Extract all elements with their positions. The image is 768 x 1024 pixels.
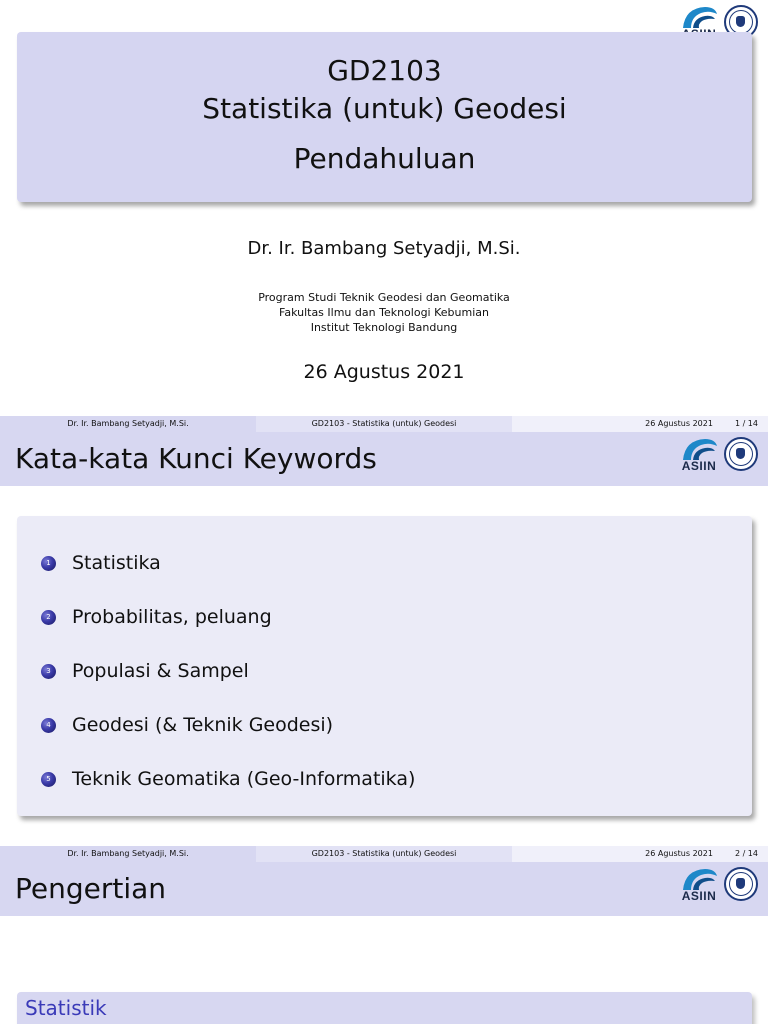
list-item [41,536,752,590]
enum-bullet-icon: 4 [41,718,56,733]
list-item-label: Geodesi (& Teknik Geodesi) [72,714,334,736]
asiin-logo [677,436,721,472]
list-item-label: Probabilitas, peluang [72,606,272,628]
presentation-subtitle: Pendahuluan [293,142,476,175]
frame-title-bar [0,432,768,486]
footer-author: Dr. Ir. Bambang Setyadji, M.Si. [0,416,256,432]
logo-group [677,436,758,472]
enum-bullet-icon: 2 [41,610,56,625]
slide-title [0,0,768,416]
slide-pengertian [0,846,768,1024]
asiin-text: ASIIN [681,459,717,473]
frame-title: Kata-kata Kunci Keywords [15,442,377,475]
institution [0,290,768,335]
list-item-label: Statistika [72,552,161,574]
list-item [41,590,752,644]
footer-page: 2 / 14 [734,849,758,858]
institution-line: Program Studi Teknik Geodesi dan Geomatika [258,291,510,304]
title-box [17,32,752,202]
footer-date: 26 Agustus 2021 [645,419,713,428]
keyword-list-box [17,516,752,816]
institution-line: Fakultas Ilmu dan Teknologi Kebumian [279,306,489,319]
list-item-label: Teknik Geomatika (Geo-Informatika) [72,768,416,790]
author: Dr. Ir. Bambang Setyadji, M.Si. [247,238,521,259]
footer-bar [0,846,768,862]
asiin-logo [677,866,721,902]
logo-group [677,866,758,902]
enum-bullet-icon: 5 [41,772,56,787]
asiin-arc-icon [679,4,719,28]
enum-bullet-icon: 3 [41,664,56,679]
list-item [41,752,752,806]
block-title: Statistik [25,996,107,1020]
block-header [17,992,752,1024]
footer-page: 1 / 14 [734,419,758,428]
asiin-text: ASIIN [681,889,717,903]
asiin-arc-icon [679,436,719,460]
footer-right [512,416,768,432]
footer-author: Dr. Ir. Bambang Setyadji, M.Si. [0,846,256,862]
frame-title-bar [0,862,768,916]
asiin-arc-icon [679,866,719,890]
footer-title: GD2103 - Statistika (untuk) Geodesi [256,416,512,432]
footer-date: 26 Agustus 2021 [645,849,713,858]
footer-title: GD2103 - Statistika (untuk) Geodesi [256,846,512,862]
itb-seal-icon [724,437,758,471]
presentation-date: 26 Agustus 2021 [303,361,465,383]
frame-title: Pengertian [15,872,167,905]
list-item-label: Populasi & Sampel [72,660,249,682]
footer-right [512,846,768,862]
itb-seal-icon [724,867,758,901]
enum-bullet-icon: 1 [41,556,56,571]
list-item [41,698,752,752]
slide-keywords [0,416,768,846]
list-item [41,644,752,698]
footer-bar [0,416,768,432]
course-title: Statistika (untuk) Geodesi [202,92,567,125]
institution-line: Institut Teknologi Bandung [310,321,458,334]
course-code: GD2103 [327,54,442,87]
